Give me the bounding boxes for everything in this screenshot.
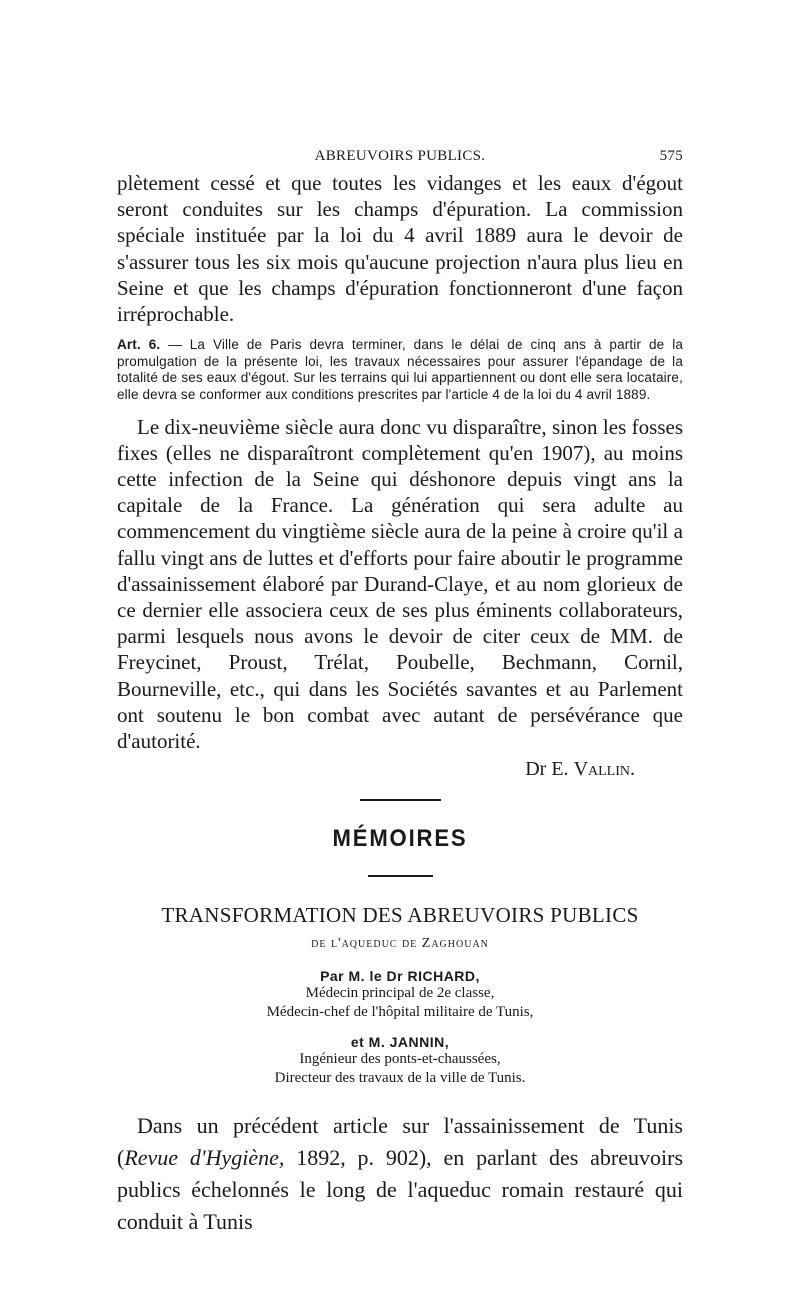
section-title: MÉMOIRES — [332, 825, 468, 853]
author-name: Par M. le Dr RICHARD, — [320, 968, 480, 985]
article-subtitle: de l'aqueduc de Zaghouan — [311, 936, 489, 952]
author-name: et M. JANNIN, — [350, 1034, 450, 1051]
signature-prefix: Dr — [525, 758, 547, 781]
article-title: TRANSFORMATION DES ABREUVOIRS PUBLICS — [161, 903, 639, 928]
paragraph-2: Le dix-neuvième siècle aura donc vu disparaître, sinon les fosses fixes (elles ne disparaîtront complètement qu'en 1907), au moins cette infection de la Seine qui déshonore depuis vingt ans la capitale de la France. La génération qui sera adulte au commencement du vingtième siècle aura de la peine à croire qu'il a fallu vingt ans de luttes et d'efforts pour faire aboutir le programme d'assainissement élaboré par Durand-Claye, et au nom glorieux de ce dernier elle associera ceux de ses plus éminents collaborateurs, parmi lesquels nous avons le devoir de citer ceux de MM. de Freycinet, Proust, Trélat, Poubelle, Bechmann, Cornil, Bourneville, etc., qui dans les Sociétés savantes et au Parlement ont soutenu le bon combat avec autant de persévérance que d'autorité. — [117, 414, 683, 754]
author-affiliation: Ingénieur des ponts-et-chaussées, — [299, 1051, 501, 1068]
page-number: 575 — [659, 148, 683, 164]
running-head — [117, 148, 683, 170]
article-text: — La Ville de Paris devra terminer, dans le délai de cinq ans à partir de la promulgation de la présente loi, les travaux nécessaires pour assurer l'épandage de la totalité de ses eaux d'égout. Sur les terrains qui lui appartiennent ou dont elle sera locataire, elle devra se conformer aux conditions prescrites par l'article 4 de la loi du 4 avril 1889. — [117, 337, 684, 402]
journal-title: Revue d'Hygiène, — [124, 1145, 285, 1171]
running-head-title: ABREUVOIRS PUBLICS. — [314, 148, 486, 164]
divider-rule — [368, 875, 433, 877]
paragraph-3 — [117, 1110, 683, 1238]
signature — [117, 758, 635, 781]
paragraph-1: plètement cessé et que toutes les vidanges et les eaux d'égout seront conduites sur les champs d'épuration. La commission spéciale instituée par la loi du 4 avril 1889 aura le devoir de s'assurer tous les six mois qu'aucune projection n'aura plus lieu en Seine et que les champs d'épuration fonctionneront d'une façon irréprochable. — [117, 171, 683, 327]
paragraph-3-end: 1892, p. 902), en parlant des abreuvoirs publics échelonnés le long de l'aqueduc romain restauré qui conduit à Tunis — [117, 1145, 683, 1235]
author-block-1 — [117, 968, 683, 1022]
paragraph-3-start: Dans un précédent article sur l'assainissement de Tunis ( — [117, 1113, 683, 1171]
article-label: Art. 6. — [117, 337, 161, 353]
author-affiliation: Médecin principal de 2e classe, — [305, 985, 495, 1002]
article-6-quote — [117, 337, 683, 403]
document-page — [117, 148, 683, 1238]
signature-initial: E. — [551, 758, 569, 781]
author-block-2 — [117, 1034, 683, 1088]
signature-name: Vallin. — [573, 758, 635, 781]
divider-rule — [360, 799, 441, 801]
author-affiliation: Médecin-chef de l'hôpital militaire de Tunis, — [266, 1004, 534, 1021]
author-affiliation: Directeur des travaux de la ville de Tunis. — [274, 1070, 526, 1087]
